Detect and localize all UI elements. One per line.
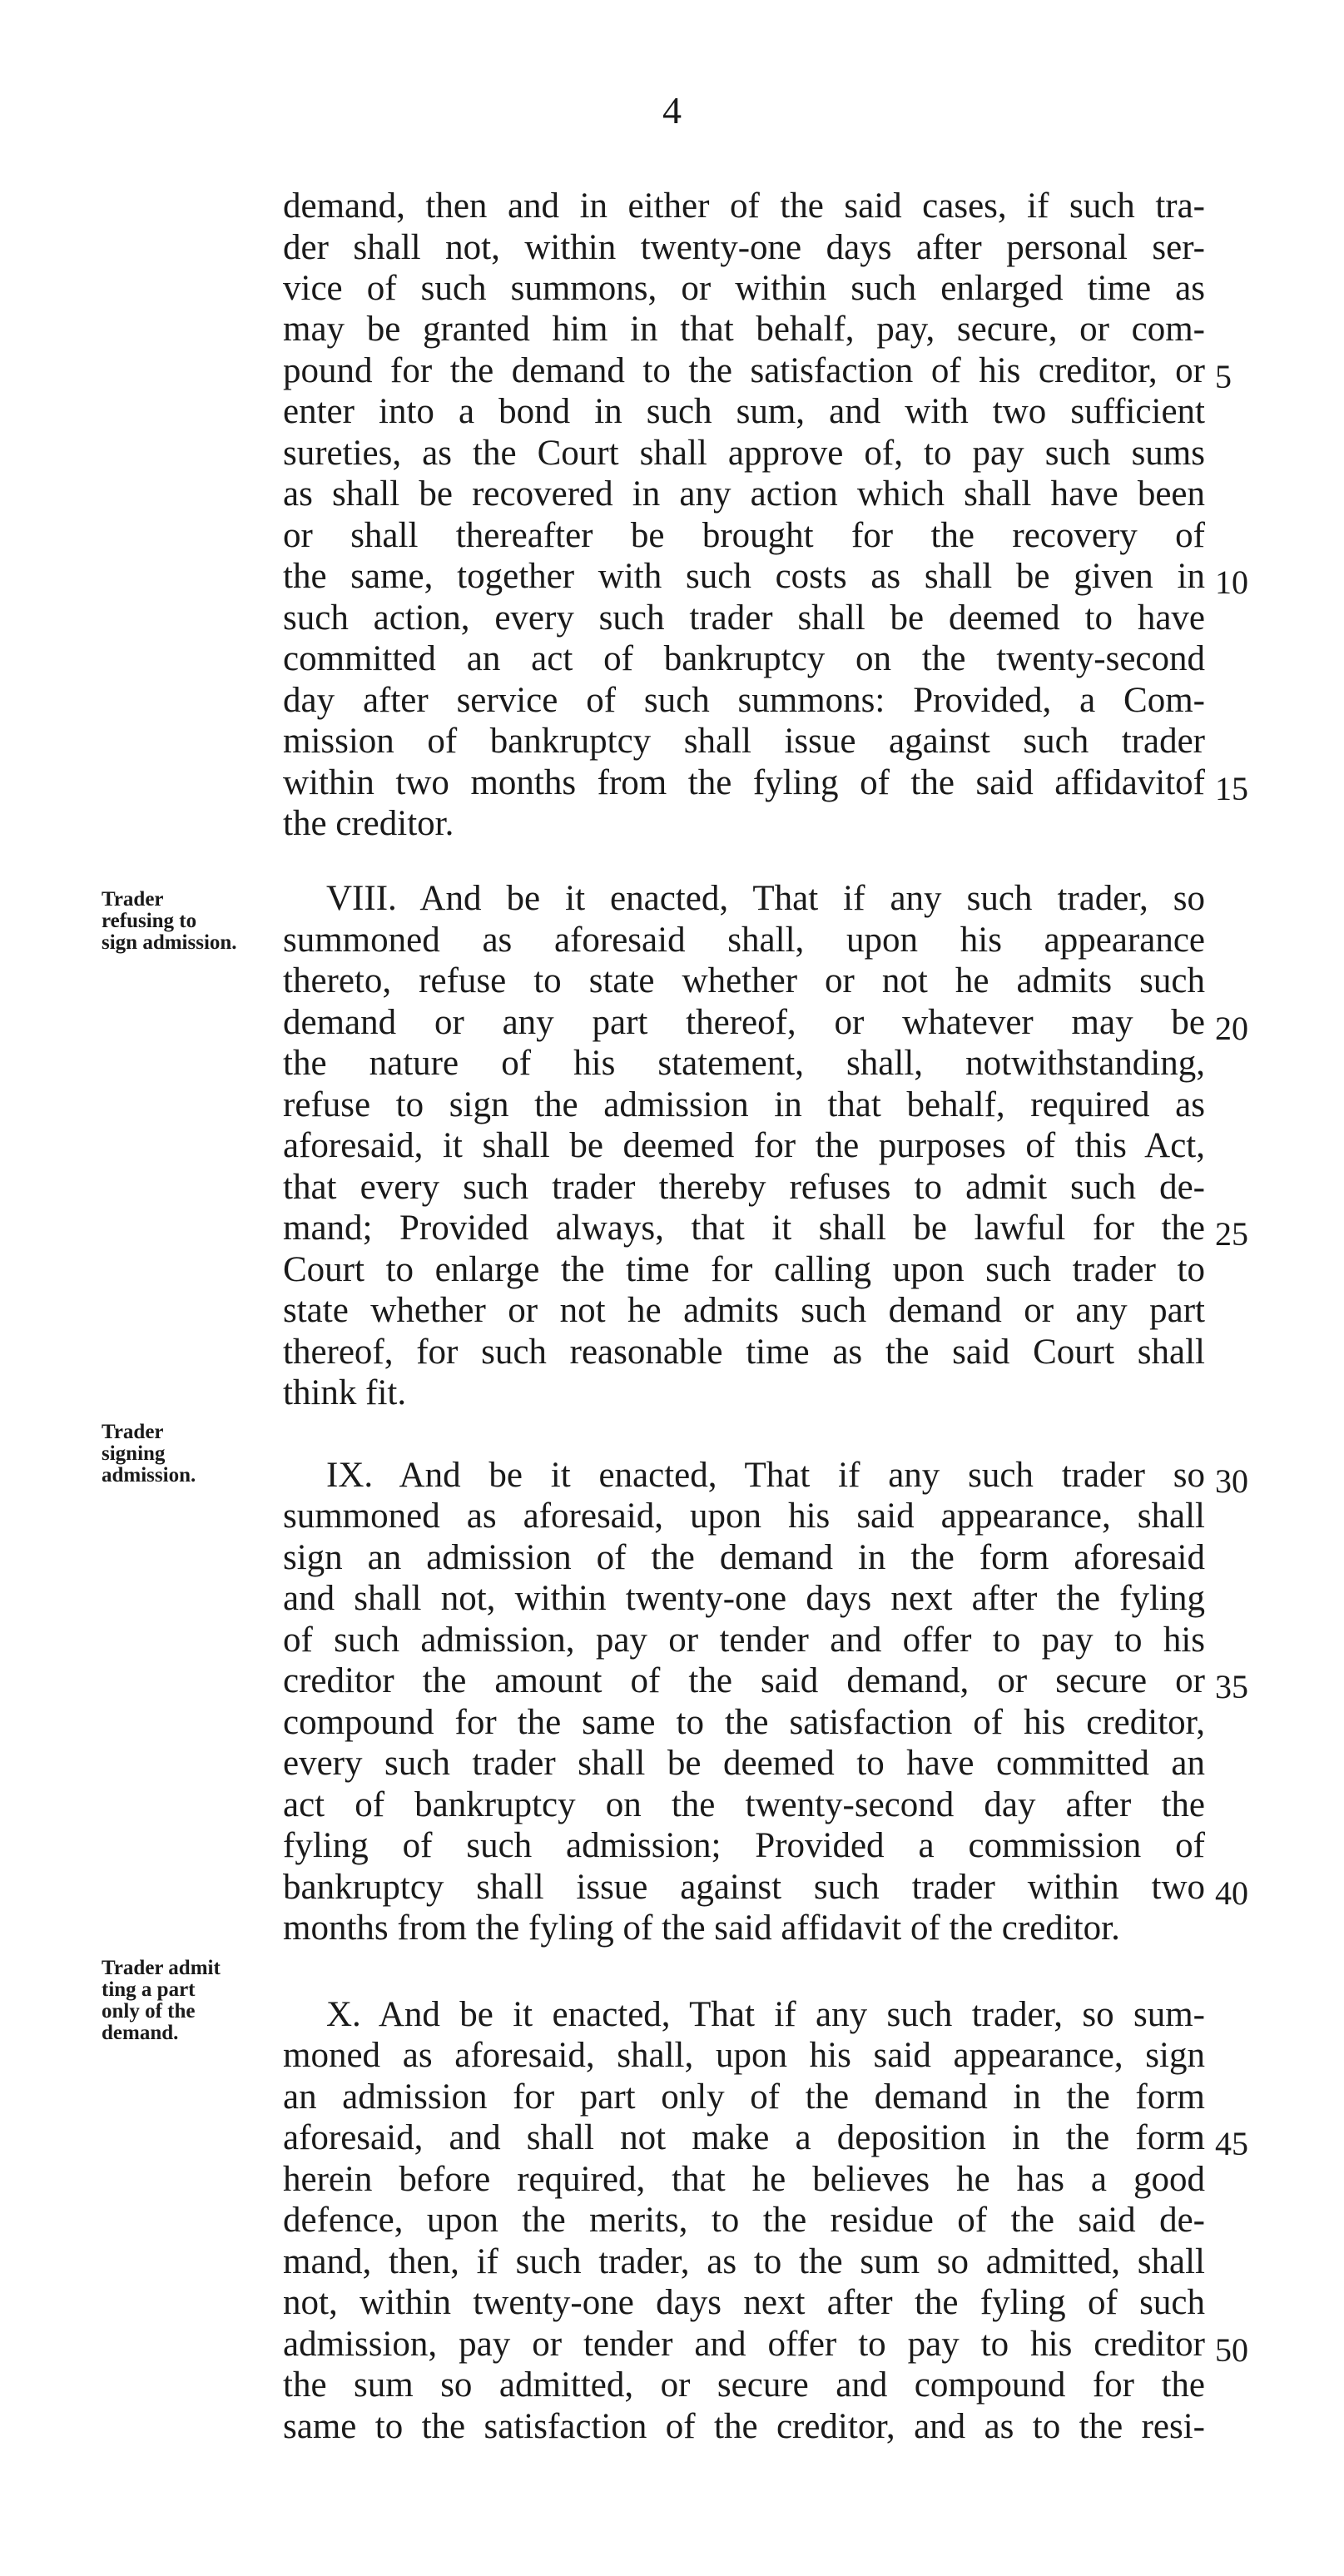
text-line: the nature of his statement, shall, notwithstanding,: [283, 1044, 1205, 1083]
text-line: the creditor.: [283, 804, 454, 843]
text-line: think fit.: [283, 1373, 407, 1412]
margin-note-trader-signing: [102, 1422, 268, 1487]
text-line: not, within twenty-one days next after the fyling of such: [283, 2283, 1205, 2322]
line-number: 50: [1215, 2331, 1248, 2369]
margin-note-line: demand.: [102, 2022, 179, 2044]
text-line: sureties, as the Court shall approve of, to pay such sums: [283, 434, 1205, 473]
line-number: 10: [1215, 563, 1248, 601]
page-number: 4: [662, 89, 682, 132]
margin-note-line: Trader admit: [102, 1957, 221, 1979]
text-line: act of bankruptcy on the twenty-second day after the: [283, 1785, 1205, 1824]
text-line: the same, together with such costs as shall be given in: [283, 557, 1205, 596]
line-number: 15: [1215, 770, 1248, 807]
text-line: and shall not, within twenty-one days next after the fyling: [283, 1579, 1205, 1618]
text-line: enter into a bond in such sum, and with two sufficient: [283, 392, 1205, 431]
text-line: aforesaid, it shall be deemed for the purposes of this Act,: [283, 1126, 1205, 1165]
text-line: that every such trader thereby refuses to admit such de-: [283, 1168, 1205, 1207]
text-line: an admission for part only of the demand in the form: [283, 2077, 1205, 2117]
text-line: or shall thereafter be brought for the recovery of: [283, 516, 1205, 555]
text-line: pound for the demand to the satisfaction of his creditor, or: [283, 351, 1205, 390]
text-line: months from the fyling of the said affidavit of the creditor.: [283, 1908, 1120, 1948]
text-line: aforesaid, and shall not make a deposition in the form: [283, 2118, 1205, 2157]
text-line: the sum so admitted, or secure and compound for the: [283, 2365, 1205, 2405]
text-line: creditor the amount of the said demand, or secure or: [283, 1661, 1205, 1700]
text-line: refuse to sign the admission in that behalf, required as: [283, 1085, 1205, 1124]
text-line: within two months from the fyling of the said affidavitof: [283, 763, 1205, 802]
text-line: day after service of such summons: Provided, a Com-: [283, 681, 1205, 720]
line-number: 35: [1215, 1668, 1248, 1705]
text-line: defence, upon the merits, to the residue of the said de-: [283, 2201, 1205, 2240]
section-heading-line: VIII. And be it enacted, That if any such trader, so: [326, 879, 1205, 918]
section-heading-line: X. And be it enacted, That if any such trader, so sum-: [326, 1995, 1205, 2034]
margin-note-line: only of the: [102, 2000, 196, 2023]
text-line: summoned as aforesaid, upon his said appearance, shall: [283, 1496, 1205, 1536]
text-line: compound for the same to the satisfaction of his creditor,: [283, 1703, 1205, 1742]
line-number: 20: [1215, 1010, 1248, 1047]
text-line: every such trader shall be deemed to have committed an: [283, 1744, 1205, 1783]
line-number: 45: [1215, 2125, 1248, 2162]
margin-note-line: ting a part: [102, 1978, 196, 2001]
line-number: 25: [1215, 1215, 1248, 1253]
section-heading-line: IX. And be it enacted, That if any such trader so: [326, 1456, 1205, 1495]
margin-note-line: Trader: [102, 1421, 164, 1443]
margin-note-trader-refusing: [102, 889, 268, 954]
text-line: vice of such summons, or within such enlarged time as: [283, 269, 1205, 308]
text-line: mission of bankruptcy shall issue against such trader: [283, 722, 1205, 761]
text-line: thereto, refuse to state whether or not he admits such: [283, 961, 1205, 1000]
text-line: mand, then, if such trader, as to the sum so admitted, shall: [283, 2242, 1205, 2281]
margin-note-trader-admitting-part: [102, 1958, 268, 2044]
text-line: committed an act of bankruptcy on the twenty-second: [283, 639, 1205, 678]
margin-note-line: sign admission.: [102, 931, 237, 954]
text-line: Court to enlarge the time for calling upon such trader to: [283, 1250, 1205, 1289]
line-number: 5: [1215, 358, 1232, 395]
text-line: moned as aforesaid, shall, upon his said appearance, sign: [283, 2036, 1205, 2075]
text-line: thereof, for such reasonable time as the said Court shall: [283, 1333, 1205, 1372]
text-line: demand, then and in either of the said cases, if such tra-: [283, 186, 1205, 226]
text-line: sign an admission of the demand in the form aforesaid: [283, 1538, 1205, 1577]
text-line: der shall not, within twenty-one days after personal ser-: [283, 228, 1205, 267]
margin-note-line: admission.: [102, 1464, 196, 1487]
line-number: 40: [1215, 1874, 1248, 1912]
text-line: same to the satisfaction of the creditor, and as to the resi-: [283, 2407, 1205, 2446]
text-line: state whether or not he admits such demand or any part: [283, 1291, 1205, 1330]
margin-note-line: signing: [102, 1442, 166, 1465]
margin-note-line: Trader: [102, 888, 164, 911]
text-line: demand or any part thereof, or whatever may be: [283, 1003, 1205, 1042]
text-line: herein before required, that he believes he has a good: [283, 2160, 1205, 2199]
text-line: of such admission, pay or tender and offer to pay to his: [283, 1621, 1205, 1660]
text-line: such action, every such trader shall be deemed to have: [283, 598, 1205, 638]
text-line: as shall be recovered in any action which shall have been: [283, 474, 1205, 514]
text-line: bankruptcy shall issue against such trader within two: [283, 1868, 1205, 1907]
margin-note-line: refusing to: [102, 910, 197, 932]
line-number: 30: [1215, 1462, 1248, 1500]
text-line: fyling of such admission; Provided a commission of: [283, 1826, 1205, 1865]
text-line: mand; Provided always, that it shall be lawful for the: [283, 1209, 1205, 1248]
text-line: admission, pay or tender and offer to pay to his creditor: [283, 2325, 1205, 2364]
text-line: summoned as aforesaid shall, upon his appearance: [283, 921, 1205, 960]
text-line: may be granted him in that behalf, pay, secure, or com-: [283, 310, 1205, 349]
